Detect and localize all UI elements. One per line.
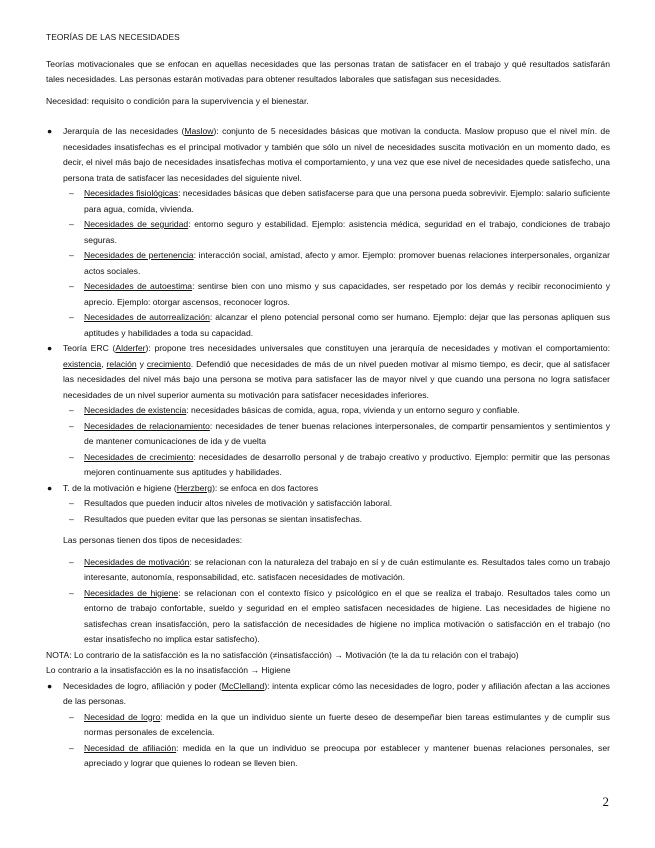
list-item-maslow: ● Jerarquía de las necesidades (Maslow): conjunto de 5 necesidades básicas que motivan la conducta. Maslow propuso que el nivel mín. de necesidades insatisfechas es el principal motivador y también que sólo un nivel de necesidades suscita motivación en un momento dado, es decir, el nivel más bajo de necesidades insatisfechas motiva el comportamiento, y una vez que ese nivel de necesidades quede satisfecho, una persona trata de satisfacer las necesidades del siguiente nivel. — [47, 126, 610, 183]
document-page — [46, 30, 610, 772]
keyword: crecimiento — [146, 358, 191, 369]
definition-paragraph: Necesidad: requisito o condición para la supervivencia y el bienestar. — [46, 95, 309, 106]
term: Necesidades de existencia — [84, 405, 187, 415]
term: Necesidades de autoestima — [84, 281, 193, 291]
dash-icon: – — [69, 451, 74, 462]
dash-icon: – — [69, 742, 74, 753]
term: Necesidades de crecimiento — [84, 451, 194, 462]
author-herzberg: Herzberg — [176, 482, 213, 493]
dash-icon: – — [69, 188, 74, 198]
intro-paragraph: Teorías motivacionales que se enfocan en aquellas necesidades que las personas tratan de satisfacer en el trabajo y qué resultados satisfarán tales necesidades. Las personas estarán motivadas para obtener resultados laborales que satisfagan sus necesidades. — [46, 58, 610, 84]
sub-item-relacionamiento: – Necesidades de relacionamiento: necesidades de tener buenas relaciones interpersonales, de compartir pensamientos y sentimientos y de mantener comunicaciones de ida y de vuelta — [69, 420, 610, 446]
sub-item-factor-2: – Resultados que pueden evitar que las personas se sientan insatisfechas. — [46, 512, 610, 528]
page-number: 2 — [602, 794, 609, 809]
term: Necesidad de logro — [84, 711, 161, 722]
dash-icon: – — [69, 498, 74, 508]
note-line-1: NOTA: Lo contrario de la satisfacción es la no satisfacción (≠insatisfacción) → Motivación (te la da tu relación con el trabajo) — [46, 649, 519, 660]
term: Necesidades de motivación — [84, 556, 190, 567]
list-item-herzberg: ● T. de la motivación e higiene (Herzberg): se enfoca en dos factores — [46, 481, 610, 497]
sub-item-fisiologicas: – Necesidades fisiológicas: necesidades básicas que deben satisfacerse para que una persona pueda sobrevivir. Ejemplo: salario suficiente para agua, comida, vivienda. — [69, 188, 610, 214]
bullet-icon: ● — [47, 482, 53, 493]
sub-item-logro: – Necesidad de logro: medida en la que un individuo siente un fuerte deseo de desempeñar bien tareas estimulantes y de cumplir sus normas personales de excelencia. — [69, 711, 610, 737]
term: Necesidades de pertenencia — [84, 250, 194, 260]
sub-item-autorrealizacion: – Necesidades de autorrealización: alcanzar el pleno potencial personal como ser humano. Ejemplo: dejar que las personas apliquen sus aptitudes y habilidades a toda su capacidad. — [69, 312, 610, 338]
sub-item-afiliacion: – Necesidad de afiliación: medida en la que un individuo se preocupa por establecer y mantener buenas relaciones personales, ser apreciado y lograr que quienes lo rodean se lleven bien. — [69, 742, 610, 768]
sub-item-autoestima: – Necesidades de autoestima: sentirse bien con uno mismo y sus capacidades, ser respetado por los demás y recibir reconocimiento y aprecio. Ejemplo: otorgar ascensos, reconocer logros. — [69, 281, 610, 307]
keyword: relación — [106, 358, 137, 369]
theories-list — [46, 124, 610, 527]
dash-icon: – — [69, 587, 74, 598]
dash-icon: – — [69, 312, 74, 322]
bullet-icon: ● — [47, 680, 53, 691]
mcclelland-list — [46, 679, 610, 772]
keyword: existencia — [63, 358, 102, 369]
author-alderfer: Alderfer — [115, 343, 146, 353]
dash-icon: – — [69, 420, 74, 431]
sub-item-factor-1: – Resultados que pueden inducir altos niveles de motivación y satisfacción laboral. — [46, 496, 610, 512]
dash-icon: – — [69, 281, 74, 291]
sub-item-seguridad: – Necesidades de seguridad: entorno seguro y estabilidad. Ejemplo: asistencia médica, seguridad en el trabajo, condiciones de trabajo seguras. — [69, 219, 610, 245]
dash-icon: – — [69, 405, 74, 415]
sub-item-higiene: – Necesidades de higiene: se relacionan con el contexto físico y psicológico en el que se realiza el trabajo. Resultados tales como un entorno de trabajo confortable, sueldo y seguridad en el empleo satisfacen necesidades de higiene. Las necesidades de higiene no satisfechas crean insatisfacción, pero la satisfacción de necesidades de higiene no implica motivación o satisfacción en el trabajo (no estar insatisfecho no implica estar satisfecho). — [69, 587, 611, 644]
sub-item-pertenencia: – Necesidades de pertenencia: interacción social, amistad, afecto y amor. Ejemplo: promover buenas relaciones interpersonales, organizar actos sociales. — [69, 250, 610, 276]
two-types-text: Las personas tienen dos tipos de necesidades: — [63, 535, 243, 545]
term: Necesidades fisiológicas — [84, 188, 179, 198]
term: Necesidad de afiliación — [84, 742, 177, 753]
bullet-icon: ● — [47, 343, 53, 353]
term: Necesidades de seguridad — [84, 219, 189, 229]
sub-item-crecimiento: – Necesidades de crecimiento: necesidades de desarrollo personal y de trabajo creativo y productivo. Ejemplo: permitir que las personas mejoren continuamente sus aptitudes y habilidades. — [69, 451, 610, 477]
dash-icon: – — [69, 556, 74, 567]
note-line-2: Lo contrario a la insatisfacción es la no insatisfacción → Higiene — [46, 665, 291, 675]
dash-icon: – — [69, 250, 74, 260]
term: Necesidades de higiene — [84, 587, 179, 598]
bullet-icon: ● — [47, 126, 53, 136]
dash-icon: – — [69, 219, 74, 229]
sub-item-motivacion: – Necesidades de motivación: se relacionan con la naturaleza del trabajo en sí y de cuán estimulante es. Resultados tales como un trabajo interesante, autonomía, responsabilidad, etc. satisfacen necesidades de motivación. — [69, 556, 611, 582]
sub-item-existencia: – Necesidades de existencia: necesidades básicas de comida, agua, ropa, vivienda y un entorno seguro y confiable. — [46, 403, 610, 419]
dash-icon: – — [69, 711, 74, 722]
list-item-erc: ● Teoría ERC (Alderfer): propone tres necesidades universales que constituyen una jerarquía de necesidades y motivan el comportamiento: existencia, relación y crecimiento. Defendió que necesidades de más de un nivel pueden motivar al mismo tiempo, es decir, que al satisfacer las necesidades del nivel más bajo una persona se motiva para satisfacer las de mayor nivel y que cuando una persona no logra satisfacer necesidades de un nivel superior aumenta su motivación para satisfacer necesidades inferiores. — [47, 343, 610, 400]
needs-types-list — [46, 555, 610, 648]
page-title: TEORÍAS DE LAS NECESIDADES — [46, 32, 180, 42]
list-item-mcclelland: ● Necesidades de logro, afiliación y poder (McClelland): intenta explicar cómo las necesidades de logro, poder y afiliación afectan a las acciones de las personas. — [47, 680, 610, 706]
author-mcclelland: McClelland — [221, 680, 265, 691]
author-maslow: Maslow — [184, 126, 214, 136]
term: Necesidades de autorrealización — [84, 312, 210, 322]
dash-icon: – — [69, 513, 74, 524]
term: Necesidades de relacionamiento — [84, 420, 210, 431]
